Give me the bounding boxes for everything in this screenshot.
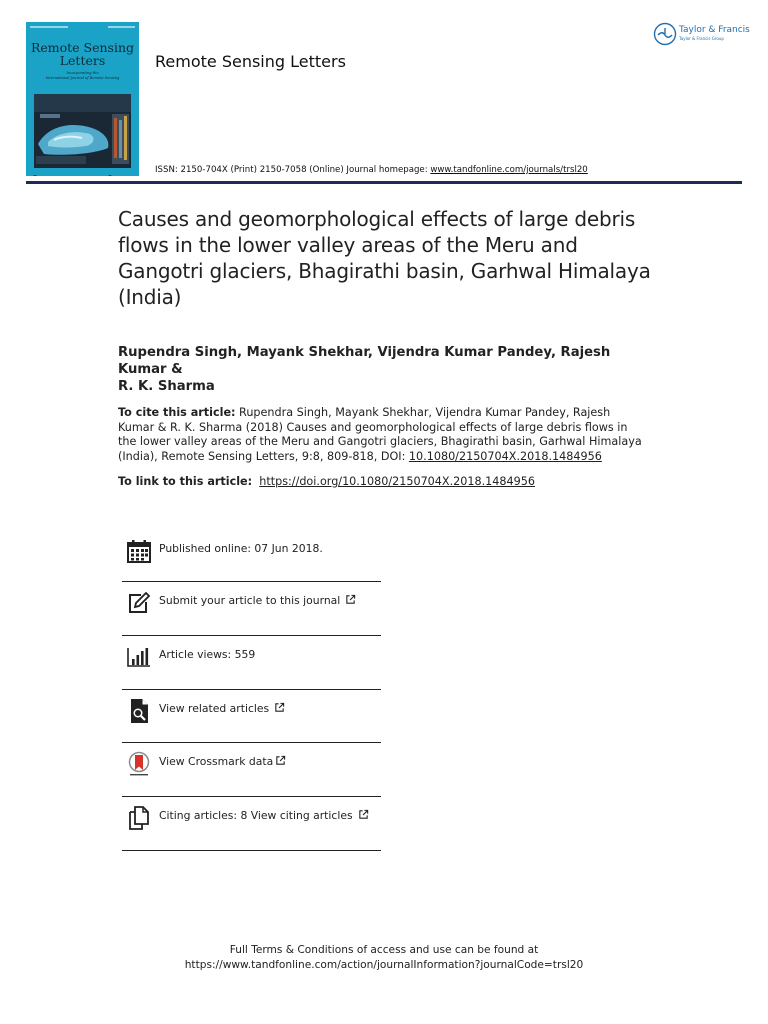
cite-doi-link[interactable]: 10.1080/2150704X.2018.1484956 (408, 449, 602, 463)
authors-line1: Rupendra Singh, Mayank Shekhar, Vijendra Kumar Pandey, Rajesh Kumar & (118, 345, 611, 377)
cover-title-line2: Letters (59, 53, 106, 68)
article-views: Article views: 559 (159, 647, 256, 661)
cite-text: Rupendra Singh, Mayank Shekhar, Vijendra Kumar Pandey, Rajesh Kumar & R. K. Sharma (2018) Causes and geomorphological effects of large debris flows in the lower valley areas of the Meru and Gangotri glaciers, Bhagirathi basin, Garhwal Himalaya (India), Remote Sensing Letters, 9:8, 809-818, DOI: (118, 406, 642, 463)
link-label: To link to this article: (118, 475, 253, 488)
cite-label: To cite this article: (118, 406, 236, 419)
external-link-icon (345, 594, 356, 605)
article-info-list (122, 530, 381, 851)
cover-top-strip (30, 26, 135, 29)
cover-title (26, 41, 139, 67)
article-authors (118, 344, 658, 395)
cover-subtitle-line2: International Journal of Remote Sensing (45, 76, 120, 80)
published-row (122, 530, 381, 582)
citation-block (118, 406, 648, 464)
terms-footer (0, 943, 768, 973)
document-search-icon (126, 698, 152, 724)
authors-line2: R. K. Sharma (118, 379, 215, 394)
copy-pages-icon (126, 805, 152, 831)
taylor-francis-logo-icon (653, 22, 677, 46)
cover-satellite-image (34, 94, 131, 168)
publisher-group: Taylor & Francis Group (679, 36, 724, 41)
article-doi-link[interactable]: https://doi.org/10.1080/2150704X.2018.1484956 (259, 475, 535, 488)
submit-article-row[interactable] (122, 582, 381, 636)
citing-articles-label: Citing articles: 8 View citing articles (159, 809, 353, 823)
external-link-icon (275, 755, 286, 766)
article-views-row (122, 636, 381, 690)
cover-footer-logos (32, 166, 133, 172)
submit-article-link[interactable] (159, 594, 356, 607)
crossmark-icon (126, 751, 152, 777)
cover-subtitle-line1: Incorporating the (66, 71, 99, 75)
external-link-icon (274, 702, 285, 713)
terms-line: Full Terms & Conditions of access and use can be found at (229, 944, 539, 956)
citing-articles-link[interactable] (159, 809, 369, 822)
journal-cover (26, 22, 139, 176)
related-articles-label: View related articles (159, 701, 270, 715)
crossmark-row[interactable] (122, 743, 381, 797)
issn-line (155, 165, 588, 175)
article-title: Causes and geomorphological effects of large debris flows in the lower valley areas of the Meru and Gangotri glaciers, Bhagirathi basin, Garhwal Himalaya (India) (118, 207, 651, 309)
cover-title-line1: Remote Sensing (30, 40, 135, 55)
link-block (118, 475, 648, 490)
journal-name[interactable]: Remote Sensing Letters (155, 52, 346, 71)
journal-homepage-link[interactable]: www.tandfonline.com/journals/trsl20 (430, 165, 588, 175)
external-link-icon (358, 809, 369, 820)
bar-chart-icon (126, 644, 152, 670)
terms-url[interactable]: https://www.tandfonline.com/action/journalInformation?journalCode=trsl20 (184, 959, 584, 971)
calendar-icon (126, 538, 152, 564)
header-rule (26, 181, 742, 184)
citing-articles-row[interactable] (122, 797, 381, 851)
related-articles-link[interactable] (159, 702, 285, 715)
pencil-square-icon (126, 590, 152, 616)
crossmark-link[interactable] (159, 755, 286, 768)
related-articles-row[interactable] (122, 690, 381, 744)
crossmark-label: View Crossmark data (159, 755, 274, 769)
submit-article-label: Submit your article to this journal (159, 594, 341, 607)
issn-text: ISSN: 2150-704X (Print) 2150-7058 (Online) Journal homepage: (155, 165, 431, 175)
published-date: Published online: 07 Jun 2018. (159, 542, 323, 555)
publisher-logo[interactable] (653, 22, 750, 48)
publisher-brand: Taylor & Francis (679, 25, 750, 35)
